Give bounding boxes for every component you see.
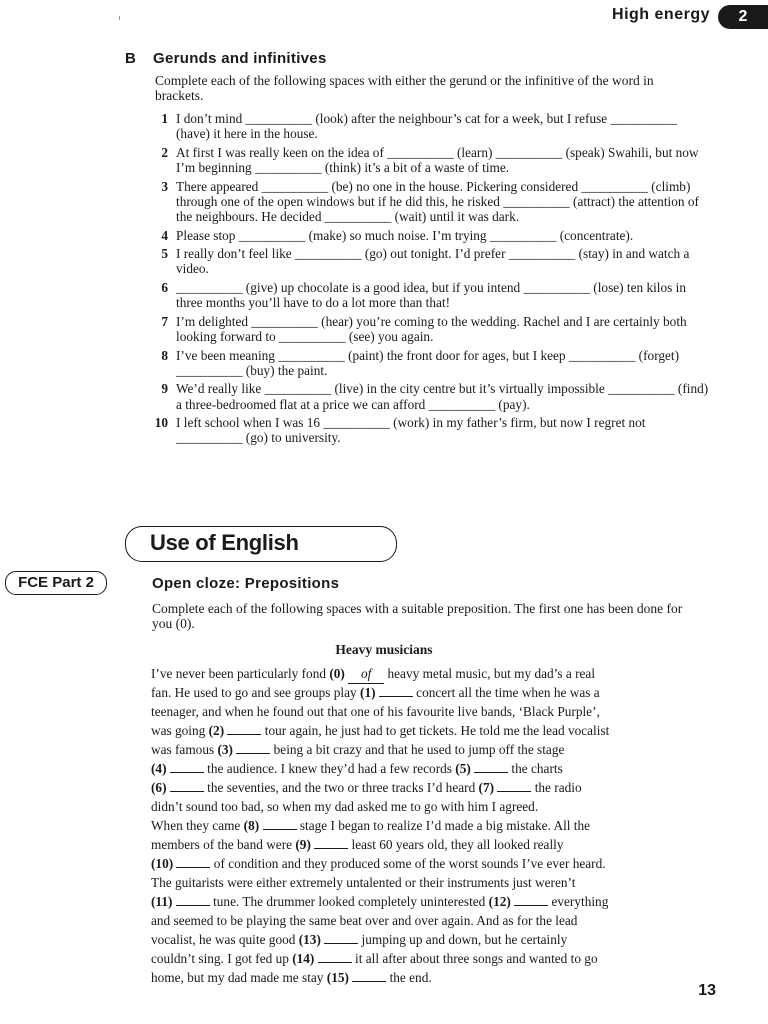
answer-gap[interactable] bbox=[176, 893, 210, 906]
cloze-text-segment: everything bbox=[548, 894, 609, 909]
cloze-line bbox=[151, 759, 716, 778]
cloze-text-segment: vocalist, he was quite good bbox=[151, 932, 299, 947]
gap-number: (11) bbox=[151, 894, 173, 909]
exercise-number: 1 bbox=[161, 111, 168, 126]
gap-number: (14) bbox=[292, 951, 315, 966]
exercise-text: I’m delighted __________ (hear) you’re coming to the wedding. Rachel and I are certainly both looking forward to __________ (see) you again. bbox=[176, 313, 687, 344]
cloze-text-segment: The guitarists were either extremely untalented or their instruments just weren’t bbox=[151, 875, 576, 890]
cloze-line bbox=[151, 664, 716, 683]
cloze-line bbox=[151, 721, 716, 740]
cloze-text-segment: members of the band were bbox=[151, 837, 296, 852]
task-title: Open cloze: Prepositions bbox=[152, 575, 340, 592]
exercise-number: 8 bbox=[161, 347, 168, 363]
exercise-item bbox=[150, 246, 710, 276]
cloze-line bbox=[151, 968, 716, 987]
gap-number: (13) bbox=[298, 932, 321, 947]
gap-number: (6) bbox=[151, 780, 167, 795]
exercise-item bbox=[150, 381, 710, 411]
answer-gap[interactable] bbox=[497, 779, 531, 792]
cloze-text-segment: When they came bbox=[151, 818, 244, 833]
task-instruction: Complete each of the following spaces with a suitable preposition. The first one has been done for you (0). bbox=[152, 601, 683, 631]
exercise-item bbox=[150, 280, 710, 310]
section-title: Gerunds and infinitives bbox=[153, 50, 327, 67]
cloze-line bbox=[151, 816, 716, 835]
gap-number: (4) bbox=[151, 761, 167, 776]
cloze-line bbox=[151, 702, 716, 721]
exercise-number: 2 bbox=[161, 144, 168, 160]
answer-gap[interactable] bbox=[263, 817, 297, 830]
exercise-number: 3 bbox=[161, 178, 168, 194]
use-of-english-title: Use of English bbox=[150, 530, 299, 555]
exercise-number: 7 bbox=[161, 313, 168, 329]
section-instruction: Complete each of the following spaces with either the gerund or the infinitive of the word in brackets. bbox=[155, 73, 654, 103]
exercise-text: I’ve been meaning __________ (paint) the front door for ages, but I keep __________ (forget) __________ (buy) the paint. bbox=[176, 347, 680, 378]
exercise-text: __________ (give) up chocolate is a good idea, but if you intend __________ (lose) ten kilos in three months you’ll have to do a lot more than that! bbox=[176, 279, 686, 311]
cloze-line bbox=[151, 854, 716, 873]
gap-number: (15) bbox=[326, 970, 349, 985]
cloze-text-segment: was going bbox=[151, 723, 209, 738]
example-answer: of bbox=[348, 664, 384, 684]
gap-number: (3) bbox=[217, 742, 233, 757]
answer-gap[interactable] bbox=[352, 969, 386, 982]
exercise-list bbox=[150, 111, 710, 449]
cloze-text-segment: the radio bbox=[531, 780, 582, 795]
section-letter: B bbox=[125, 50, 136, 67]
cloze-text-segment: fan. He used to go and see groups play bbox=[151, 685, 361, 700]
gap-number: (5) bbox=[455, 761, 471, 776]
exercise-text: There appeared __________ (be) no one in the house. Pickering considered __________ (climb) through one of the open windows but if he did this, he risked __________ (attract) the attention of the neighbours. He decided __________ (wait) until it was dark. bbox=[176, 178, 699, 224]
gap-number: (8) bbox=[243, 818, 260, 833]
cloze-line bbox=[151, 892, 716, 911]
exercise-item bbox=[150, 145, 710, 175]
cloze-line bbox=[151, 683, 716, 702]
exercise-item bbox=[150, 415, 710, 445]
cloze-line bbox=[151, 740, 716, 759]
cloze-text-segment: couldn’t sing. I got fed up bbox=[151, 951, 293, 966]
cloze-line bbox=[151, 873, 716, 892]
exercise-item bbox=[150, 314, 710, 344]
cloze-line bbox=[151, 949, 716, 968]
cloze-line bbox=[151, 835, 716, 854]
gap-number: (12) bbox=[488, 894, 511, 909]
cloze-text-segment: and seemed to be playing the same beat over and over again. And as for the lead bbox=[151, 913, 578, 928]
cloze-text-segment: teenager, and when he found out that one of his favourite live bands, ‘Black Purple’, bbox=[151, 704, 600, 719]
cloze-text-segment: tune. The drummer looked completely uninterested bbox=[209, 894, 489, 909]
answer-gap[interactable] bbox=[236, 741, 270, 754]
cloze-text-segment: I’ve never been particularly fond bbox=[151, 666, 330, 681]
story-title: Heavy musicians bbox=[335, 642, 433, 657]
exercise-item bbox=[150, 228, 710, 243]
answer-gap[interactable] bbox=[227, 722, 261, 735]
cloze-text-segment: stage I began to realize I’d made a big mistake. All the bbox=[296, 818, 591, 833]
running-header-title: High energy bbox=[612, 6, 710, 23]
cloze-text-segment: the end. bbox=[386, 970, 432, 985]
answer-gap[interactable] bbox=[176, 855, 210, 868]
exercise-text: I really don’t feel like __________ (go) out tonight. I’d prefer __________ (stay) in and watch a video. bbox=[176, 246, 690, 277]
cloze-line bbox=[151, 778, 716, 797]
gap-number: (0) bbox=[329, 666, 345, 681]
cloze-text bbox=[151, 664, 716, 987]
cloze-text-segment: it all after about three songs and wanted to go bbox=[351, 951, 598, 966]
exercise-item bbox=[150, 111, 710, 141]
answer-gap[interactable] bbox=[474, 760, 508, 773]
gap-number: (7) bbox=[478, 780, 495, 795]
cloze-text-segment: being a bit crazy and that he used to jump off the stage bbox=[270, 742, 565, 757]
cloze-text-segment: didn’t sound too bad, so when my dad asked me to go with him I agreed. bbox=[151, 799, 539, 814]
cloze-text-segment: least 60 years old, they all looked really bbox=[348, 837, 564, 852]
page-number: 13 bbox=[698, 982, 716, 999]
exercise-number: 4 bbox=[161, 227, 168, 243]
answer-gap[interactable] bbox=[514, 893, 548, 906]
exercise-text: I don’t mind __________ (look) after the neighbour’s cat for a week, but I refuse __________ (have) it here in the house. bbox=[176, 111, 677, 142]
crop-mark bbox=[119, 16, 120, 20]
answer-gap[interactable] bbox=[318, 950, 352, 963]
exercise-text: Please stop __________ (make) so much noise. I’m trying __________ (concentrate). bbox=[176, 227, 634, 243]
exercise-text: We’d really like __________ (live) in the city centre but it’s virtually impossible __________ (find) a three-bedroomed flat at a price we can afford __________ (pay). bbox=[176, 381, 709, 412]
unit-number-tab: 2 bbox=[718, 5, 768, 29]
answer-gap[interactable] bbox=[379, 684, 413, 697]
exercise-number: 9 bbox=[161, 381, 168, 397]
cloze-text-segment: home, but my dad made me stay bbox=[151, 970, 327, 985]
answer-gap[interactable] bbox=[170, 760, 204, 773]
cloze-text-segment: concert all the time when he was a bbox=[412, 685, 600, 700]
cloze-text-segment: the charts bbox=[508, 761, 563, 776]
cloze-line bbox=[151, 797, 716, 816]
cloze-text-segment: of condition and they produced some of the worst sounds I’ve ever heard. bbox=[210, 856, 606, 871]
cloze-line bbox=[151, 911, 716, 930]
gap-number: (2) bbox=[208, 723, 225, 738]
exam-part-badge: FCE Part 2 bbox=[5, 571, 107, 595]
exercise-item bbox=[150, 179, 710, 225]
answer-gap[interactable] bbox=[170, 779, 204, 792]
gap-number: (9) bbox=[295, 837, 311, 852]
cloze-text-segment: jumping up and down, but he certainly bbox=[358, 932, 568, 947]
gap-number: (10) bbox=[151, 856, 174, 871]
exercise-item bbox=[150, 348, 710, 378]
cloze-text-segment: the seventies, and the two or three tracks I’d heard bbox=[203, 780, 479, 795]
cloze-text-segment: the audience. I knew they’d had a few records bbox=[203, 761, 456, 776]
exercise-text: I left school when I was 16 __________ (work) in my father’s firm, but now I regret not __________ (go) to university. bbox=[176, 415, 646, 446]
exercise-number: 5 bbox=[161, 246, 168, 262]
cloze-line bbox=[151, 930, 716, 949]
exercise-number: 10 bbox=[154, 415, 168, 431]
exercise-number: 6 bbox=[161, 279, 168, 295]
answer-gap[interactable] bbox=[314, 836, 348, 849]
cloze-text-segment: heavy metal music, but my dad’s a real bbox=[384, 666, 596, 681]
cloze-text-segment: tour again, he just had to get tickets. He told me the lead vocalist bbox=[261, 723, 610, 738]
answer-gap[interactable] bbox=[324, 931, 358, 944]
exercise-text: At first I was really keen on the idea of __________ (learn) __________ (speak) Swahili, but now I’m beginning __________ (think) it’s a bit of a waste of time. bbox=[176, 144, 699, 175]
gap-number: (1) bbox=[360, 685, 376, 700]
cloze-text-segment: was famous bbox=[151, 742, 218, 757]
